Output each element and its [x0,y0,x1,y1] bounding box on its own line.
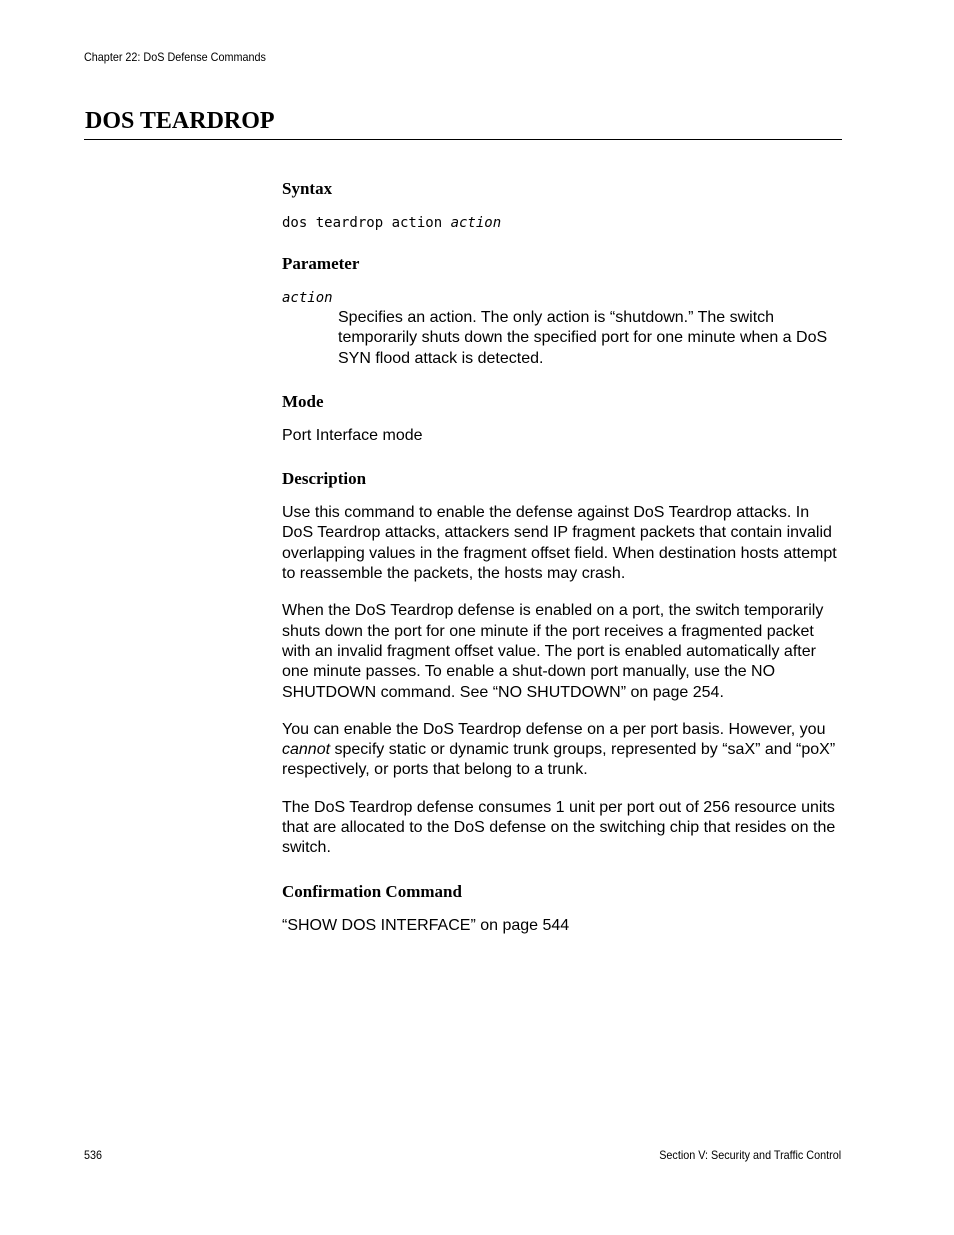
syntax-argument: action [450,215,502,231]
page-number: 536 [84,1148,103,1162]
footer-section: Section V: Security and Traffic Control [659,1148,841,1162]
main-content [282,176,842,936]
mode-text: Port Interface mode [282,426,423,444]
mode-heading: Mode [282,391,324,411]
parameter-name: action [282,290,333,306]
emphasis-cannot: cannot [282,741,331,759]
syntax-line [282,213,842,233]
description-paragraph-2: When the DoS Teardrop defense is enabled on a port, the switch temporarily shuts down the port for one minute if the port receives a fragmented packet with an invalid fragment offset value. The port is enabled automatically after one minute passes. To enable a shut-down port manually, use the NO SHUTDOWN command. See “NO SHUTDOWN” on page 254. [282,602,824,701]
confirmation-link[interactable]: “SHOW DOS INTERFACE” on page 544 [282,916,570,934]
description-paragraph-1: Use this command to enable the defense against DoS Teardrop attacks. In DoS Teardrop attacks, attackers send IP fragment packets that contain invalid overlapping values in the fragment offset field. When destination hosts attempt to reassemble the packets, the hosts may crash. [282,504,837,583]
description-paragraph-4: The DoS Teardrop defense consumes 1 unit per port out of 256 resource units that are allocated to the DoS defense on the switching chip that resides on the switch. [282,798,836,857]
running-header: Chapter 22: DoS Defense Commands [84,50,266,64]
syntax-command: dos teardrop action [282,215,451,231]
confirmation-heading: Confirmation Command [282,881,462,901]
syntax-heading: Syntax [282,179,333,198]
title-divider [84,139,842,140]
page-title: DOS TEARDROP [85,108,275,134]
description-heading: Description [282,469,367,489]
parameter-heading: Parameter [282,254,360,273]
parameter-description: Specifies an action. The only action is “shutdown.” The switch temporarily shuts down the specified port for one minute when a DoS SYN flood attack is detected. [338,309,828,367]
description-paragraph-3: You can enable the DoS Teardrop defense on a per port basis. However, you cannot specify static or dynamic trunk groups, represented by “saX” and “poX” respectively, or ports that belong to a trunk. [282,720,836,779]
